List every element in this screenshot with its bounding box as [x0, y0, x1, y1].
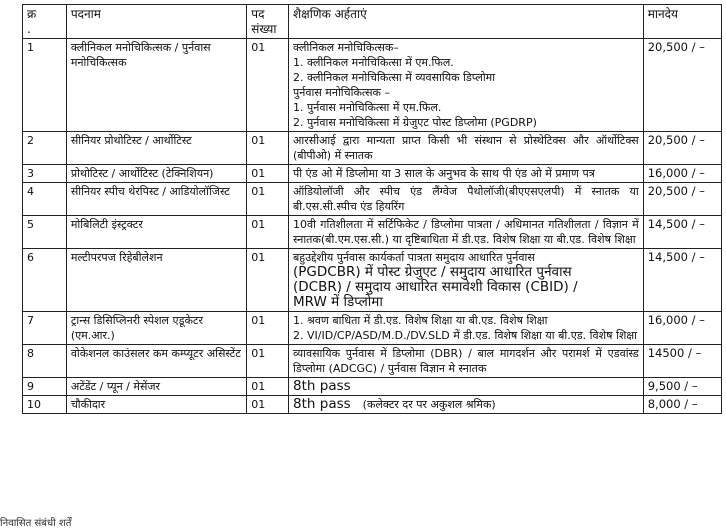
qualification-line: पुर्नवास मनोचिकित्सक – — [293, 86, 390, 99]
table-row — [23, 249, 722, 312]
header-sn — [23, 5, 67, 39]
row-pay: 16,000 / – — [643, 165, 721, 183]
row-post-count: 01 — [247, 345, 289, 378]
row-post-count: 01 — [247, 378, 289, 396]
row-pay: 20,500 / – — [643, 183, 721, 216]
header-count: पद संख्या — [247, 5, 289, 39]
row-post-name: अटेंडेंट / प्यून / मेसेंजर — [66, 378, 246, 396]
qualification-line: (PGDCBR) में पोस्ट ग्रेजुएट / समुदाय आधारित पुर्नवास — [293, 264, 572, 280]
row-sn: 10 — [23, 396, 67, 414]
row-post-count: 01 — [247, 396, 289, 414]
posts-table — [22, 4, 722, 414]
qualification-line: 2. क्लीनिकल मनोचिकित्सा में व्यवसायिक डिप्लोमा — [293, 71, 496, 84]
qualification-line: पी एंड ओ में डिप्लोमा या 3 साल के अनुभव के साथ पी एंड ओ में प्रमाण पत्र — [293, 167, 595, 180]
qualification-line: MRW में डिप्लोमा — [293, 294, 383, 310]
header-pay: मानदेय — [643, 5, 721, 39]
row-pay: 14,500 / – — [643, 216, 721, 249]
qualification-note: (कलेक्टर दर पर अकुशल श्रमिक) — [362, 398, 496, 411]
table-row — [23, 378, 722, 396]
row-sn: 8 — [23, 345, 67, 378]
header-qualification: शैक्षणिक अर्हताएं — [289, 5, 644, 39]
qualification-line: क्लीनिकल मनोचिकित्सक– — [293, 41, 399, 54]
table-row — [23, 312, 722, 345]
row-qualification — [289, 165, 644, 183]
row-pay: 14,500 / – — [643, 249, 721, 312]
row-qualification — [289, 216, 644, 249]
row-pay: 20,500 / – — [643, 39, 721, 132]
row-pay: 16,000 / – — [643, 312, 721, 345]
row-qualification — [289, 183, 644, 216]
qualification-line: 1. पुर्नवास मनोचिकित्सा में एम.फिल. — [293, 101, 442, 114]
row-pay: 20,500 / – — [643, 132, 721, 165]
row-qualification — [289, 345, 644, 378]
header-post: पदनाम — [66, 5, 246, 39]
qualification-line: ऑडियोलॉजी और स्पीच एंड लैंग्वेज पैथोलॉजी(बीएएसएलपी) में स्नातक या बी.एस.सी.स्पीच एंड हियरिंग — [293, 185, 639, 213]
row-post-name: सीनियर स्पीच थेरपिस्ट / आडियोलॉजिस्ट — [66, 183, 246, 216]
qualification-line: 2. पुर्नवास मनोचिकित्सा में ग्रेजुएट पोस्ट डिप्लोमा (PGDRP) — [293, 116, 537, 129]
row-pay: 8,000 / – — [643, 396, 721, 414]
row-qualification — [289, 39, 644, 132]
row-sn: 4 — [23, 183, 67, 216]
row-post-name: चौकीदार — [66, 396, 246, 414]
table-header-row — [23, 5, 722, 39]
qualification-line: (DCBR) / समुदाय आधारित समावेशी विकास (CBID) / — [293, 279, 578, 295]
row-sn: 5 — [23, 216, 67, 249]
table-row — [23, 345, 722, 378]
row-qualification — [289, 396, 644, 414]
row-sn: 3 — [23, 165, 67, 183]
row-post-name: सीनियर प्रोथोटिस्ट / आर्थोटिस्ट — [66, 132, 246, 165]
row-post-count: 01 — [247, 216, 289, 249]
row-post-name: वोकेशनल काउंसलर कम कम्प्यूटर असिस्टेंट — [66, 345, 246, 378]
row-post-name: प्रोथोटिस्ट / आर्थोटिस्ट (टेक्निशियन) — [66, 165, 246, 183]
row-sn: 9 — [23, 378, 67, 396]
qualification-line: 8th pass — [293, 396, 351, 412]
table-row — [23, 183, 722, 216]
table-row — [23, 396, 722, 414]
row-qualification — [289, 312, 644, 345]
row-qualification — [289, 249, 644, 312]
table-row — [23, 216, 722, 249]
row-sn: 2 — [23, 132, 67, 165]
row-pay: 9,500 / – — [643, 378, 721, 396]
row-sn: 6 — [23, 249, 67, 312]
row-qualification — [289, 132, 644, 165]
qualification-line: बहुउद्देशीय पुर्नवास कार्यकर्ता पात्रता समुदाय आधारित पुर्नवास — [293, 251, 535, 264]
table-row — [23, 132, 722, 165]
row-post-name: क्लीनिकल मनोचिकित्सक / पुर्नवास मनोचिकित्सक — [66, 39, 246, 132]
qualification-line: 8th pass — [293, 378, 351, 394]
row-post-count: 01 — [247, 132, 289, 165]
qualification-line: 1. श्रवण बाधिता में डी.एड. विशेष शिक्षा या बी.एड. विशेष शिक्षा — [293, 314, 548, 327]
qualification-line: आरसीआई द्वारा मान्यता प्राप्त किसी भी संस्थान से प्रोस्थेटिक्स और ऑर्थोटिक्स (बीपीओ) में स्नातक — [293, 134, 639, 162]
row-post-count: 01 — [247, 183, 289, 216]
table-row — [23, 39, 722, 132]
header-sn-dot: . — [27, 22, 31, 36]
row-post-name: मोबिलिटी इंस्ट्रक्टर — [66, 216, 246, 249]
header-sn-text: क्र — [27, 7, 37, 21]
row-sn: 7 — [23, 312, 67, 345]
row-post-count: 01 — [247, 249, 289, 312]
row-post-name: मल्टीपरपज रिहेबीलेशन — [66, 249, 246, 312]
row-pay: 14500 / – — [643, 345, 721, 378]
qualification-line: व्यावसायिक पुर्नवास में डिप्लोमा (DBR) / बाल मागदर्शन और परामर्श में एडवांस्ड डिप्लोमा (ADCGC) / पुर्नवास विज्ञान मे स्नातक — [293, 347, 639, 375]
row-qualification — [289, 378, 644, 396]
row-post-name: ट्रान्स डिसिप्लिनरी स्पेशल एडूकेटर (एम.आर.) — [66, 312, 246, 345]
table-body — [23, 39, 722, 414]
row-sn: 1 — [23, 39, 67, 132]
row-post-count: 01 — [247, 312, 289, 345]
qualification-line: 2. VI/ID/CP/ASD/M.D./DV.SLD में डी.एड. विशेष शिक्षा या बी.एड. विशेष शिक्षा — [293, 329, 638, 342]
qualification-line: 1. क्लीनिकल मनोचिकित्सा में एम.फिल. — [293, 56, 454, 69]
row-post-count: 01 — [247, 165, 289, 183]
qualification-line: 10वी गतिशीलता में सर्टिफिकेट / डिप्लोमा पात्रता / अधिमानत गतिशीलता / विज्ञान में स्नातक(बी.एम.एस.सी.) या दृष्टिबाधिता में डी.एड. विशेष शिक्षा या बी.एड. विशेष शिक्षा — [293, 218, 639, 246]
footer-fragment: निवासित संबंधी शर्तें — [0, 518, 72, 528]
row-post-count: 01 — [247, 39, 289, 132]
table-row — [23, 165, 722, 183]
